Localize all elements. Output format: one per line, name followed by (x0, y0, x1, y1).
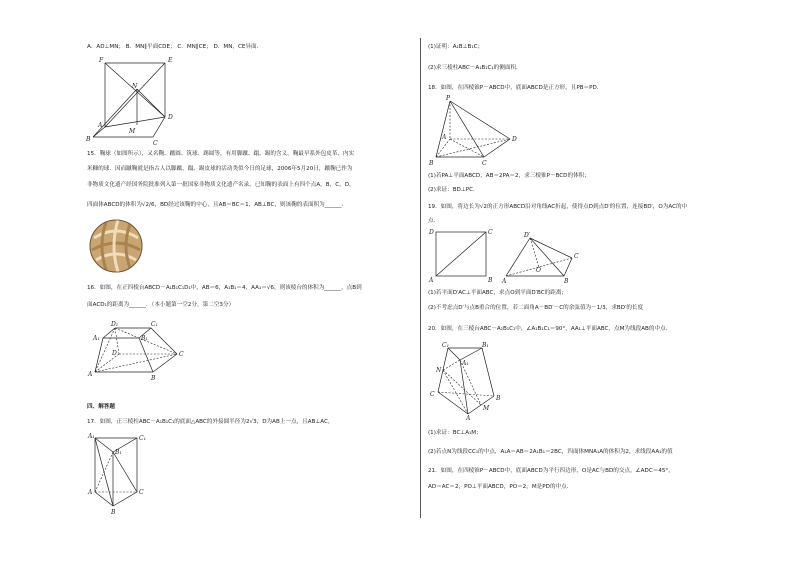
fig18-label-A: A (442, 134, 447, 141)
fig14-cube-diagram (85, 55, 185, 145)
fig19b-folded-diagram (502, 228, 584, 284)
fig14-label-N: N (132, 83, 138, 90)
fig16-frustum-diagram (85, 318, 195, 384)
fig19a-label-A: A (429, 277, 434, 284)
fig14-label-E: E (168, 57, 173, 64)
column-divider (420, 38, 421, 518)
q19-part-1: (1)若平面D′AC⊥平面ABC，求点O到平面D′BC的距离； (428, 290, 568, 296)
fig17-label-B: B (111, 509, 116, 516)
q17-part-2: (2)求三棱柱ABC－A₁B₁C₁的侧面积． (428, 65, 522, 71)
q15-line-4: 四面体ABCD的体积为√2/6，BD经过该鞠的中心，且AB＝BC＝1，AB⊥BC，则该鞠的表面积为______． (87, 202, 348, 208)
fig20-label-A: A (466, 415, 471, 422)
fig20-label-B: B (496, 395, 501, 402)
fig16-label-C1: C₁ (151, 321, 158, 328)
fig19a-label-D: D (429, 229, 434, 236)
fig18-label-P: P (446, 95, 451, 102)
fig20-frustum-diagram (428, 340, 508, 420)
q16-line-2: 面ACD₁的距离为______．（本小题第一空2分，第二空3分） (87, 302, 235, 308)
fig19b-label-Dprime: D′ (524, 232, 531, 239)
fig14-label-D: D (168, 114, 173, 121)
fig19a-square-diagram (428, 226, 498, 284)
q21-line-1: 21．如图，在四棱锥P－ABCD中，底面ABCD为平行四边形，O是AC与BD的交点，∠ADC＝45°， (428, 468, 674, 474)
q21-line-2: AD＝AC＝2，PO⊥平面ABCD，PO＝2，M是PD的中点． (428, 484, 573, 490)
fig17-label-A1: A₁ (88, 433, 95, 440)
q15-line-2: 米糠的球．因而蹴鞠就是指古人以脚蹴、蹋、踢皮球的活动类似今日的足球，2006年5月20日，蹴鞠已作为 (87, 166, 353, 172)
fig19b-label-A: A (502, 278, 507, 285)
fig17-label-B1: B₁ (115, 449, 122, 456)
q19-part-2: (2)不考虑点D′与点B重合的位置，若二面角A－BD′－C的余弦值为－1/3，求BD′的长度 (428, 305, 644, 311)
fig17-label-A: A (88, 489, 93, 496)
q19-line-2: 点． (428, 218, 440, 224)
q14-options: A．AD⊥MN； B．MN∥平面CDE； C．MN∥CE； D．MN，CE异面． (87, 44, 263, 50)
fig18-label-C: C (482, 160, 487, 167)
fig19b-label-O: O (536, 267, 541, 274)
fig17-prism-diagram (85, 432, 155, 514)
fig14-label-M: M (129, 128, 136, 135)
fig14-label-A: A (98, 122, 103, 129)
fig20-label-C1: C₁ (442, 342, 449, 349)
cuju-ball-image (88, 218, 144, 274)
fig20-label-M: M (483, 405, 490, 412)
q20-part-1: (1)求证：BC⊥A₁M； (428, 430, 482, 436)
fig17-label-C1: C₁ (139, 435, 146, 442)
q15-line-3: 非物质文化遗产经国务院批准列入第一批国家非物质文化遗产名录，已知鞠的表面上有四个点A，B，C，D， (87, 182, 355, 188)
fig16-label-B: B (151, 375, 156, 382)
fig16-label-B1: B₁ (141, 335, 148, 342)
q15-line-1: 15．鞠球（如图所示），又名鞠、蹴圆、筑球、踢圆等，有用脚蹴、蹋、踢的含义，鞠最早系外包皮革、内实 (87, 151, 355, 157)
fig16-label-D: D (112, 350, 117, 357)
fig16-label-A: A (88, 371, 93, 378)
fig16-label-C: C (179, 351, 184, 358)
fig14-label-F: F (99, 57, 104, 64)
fig16-label-A1: A₁ (93, 335, 100, 342)
fig20-label-B1: B₁ (482, 342, 489, 349)
q19-line-1: 19．如图，将边长为√2的正方形ABCD沿对角线AC折起，使得点D到点D′的位置，连接BD′，O为AC的中 (428, 204, 688, 210)
q18-stem: 18．如图，在四棱锥P－ABCD中，底面ABCD是正方形，且PB＝PD． (428, 85, 603, 91)
section-heading-solve: 四、解答题 (87, 404, 115, 410)
fig17-label-C: C (139, 489, 144, 496)
fig16-label-D1: D₁ (111, 321, 119, 328)
q20-stem: 20．如图，在三棱台ABC－A₁B₁C₁中，∠A₁B₁C₁＝90°，AA₁⊥平面ABC，点M为线段AB的中点． (428, 326, 672, 332)
fig18-label-D: D (512, 136, 517, 143)
fig19b-label-C: C (574, 253, 579, 260)
fig19a-label-C: C (488, 229, 493, 236)
fig20-label-C: C (430, 391, 435, 398)
q16-line-1: 16．如图，在正四棱台ABCD－A₁B₁C₁D₁中，AB＝6，A₁B₁＝4，AA₁＝√6，则该棱台的体积为______，点B到 (87, 285, 362, 291)
q18-part-2: (2)求证：BD⊥PC． (428, 187, 479, 193)
q17-part-1: (1)证明：A₁B⊥B₁C； (428, 44, 484, 50)
fig19a-label-B: B (488, 277, 493, 284)
fig14-label-C: C (153, 140, 158, 147)
fig18-pyramid-diagram (428, 95, 518, 167)
q18-part-1: (1)若PA⊥平面ABCD，AB＝2PA＝2，求三棱锥P－BCD的体积； (428, 173, 590, 179)
fig19b-label-B: B (564, 278, 569, 285)
fig14-label-B: B (86, 136, 91, 143)
q17-line-1: 17．如图，正三棱柱ABC－A₁B₁C₁的底面△ABC的外接圆半径为2√3，D为AB上一点，且AB⊥AC， (87, 419, 334, 425)
q20-part-2: (2)若点N为线段CC₁的中点，A₁A＝AB＝2A₁B₁＝2BC，四面体MNA₁A的体积为2，求线段AA₁的值 (428, 449, 673, 455)
fig20-label-A1: A₁ (462, 360, 469, 367)
fig20-label-N: N (436, 367, 442, 374)
fig18-label-B: B (429, 160, 434, 167)
